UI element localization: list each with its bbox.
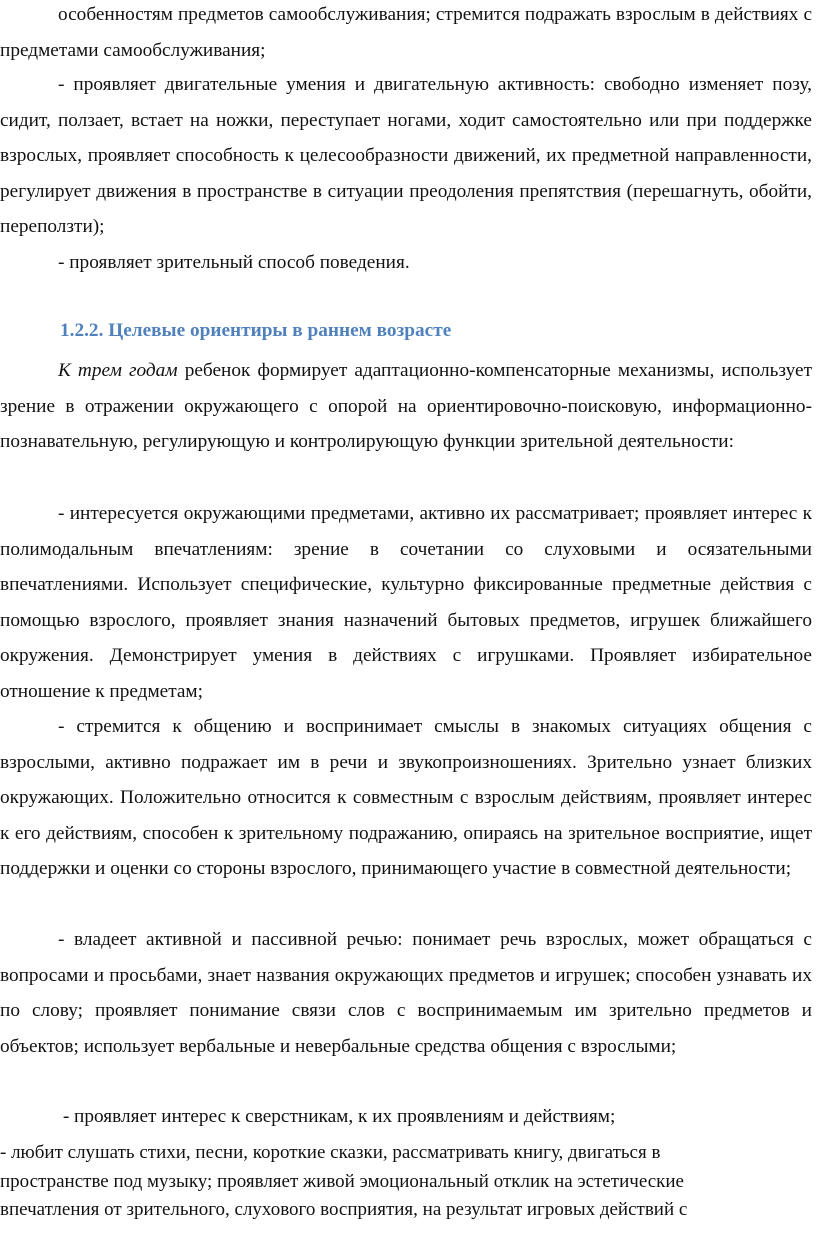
paragraph-motor-skills: - проявляет двигательные умения и двигательную активность: свободно изменяет позу, сидит, ползает, встает на ножки, переступает ногами, ходит самостоятельно или при поддержке взрослых, проявляет способность к целесообразности движений, их предметной направленности, регулирует движения в пространстве в ситуации преодоления препятствия (перешагнуть, обойти, переползти); [0,74,812,237]
section-heading: 1.2.2. Целевые ориентиры в раннем возрасте [60,320,452,341]
paragraph-music-line-2: пространстве под музыку; проявляет живой эмоциональный отклик на эстетические [0,1171,684,1192]
paragraph-peers: - проявляет интерес к сверстникам, к их проявлениям и действиям; [58,1106,616,1127]
paragraph-self-care: особенностям предметов самообслуживания; стремится подражать взрослым в действиях с предметами самообслуживания; [0,4,812,61]
paragraph-three-years: К трем годам ребенок формирует адаптационно-компенсаторные механизмы, использует зрение в отражении окружающего с опорой на ориентировочно-поисковую, информационно-познавательную, регулирующую и контролирующую функции зрительной деятельности: [0,360,812,452]
paragraph-music-line-1: - любит слушать стихи, песни, короткие сказки, рассматривать книгу, двигаться в [0,1142,661,1163]
paragraph-communication: - стремится к общению и воспринимает смыслы в знакомых ситуациях общения с взрослыми, активно подражает им в речи и звукопроизношениях. Зрительно узнает близких окружающих. Положительно относится к совместным с взрослым действиям, проявляет интерес к его действиям, способен к зрительному подражанию, опираясь на зрительное восприятие, ищет поддержки и оценки со стороны взрослого, принимающего участие в совместной деятельности; [0,716,812,879]
italic-lead: К трем годам [58,360,178,381]
paragraph-visual-behavior: - проявляет зрительный способ поведения. [58,252,410,273]
paragraph-speech: - владеет активной и пассивной речью: понимает речь взрослых, может обращаться с вопросами и просьбами, знает названия окружающих предметов и игрушек; способен узнавать их по слову; проявляет понимание связи слов с воспринимаемым им зрительно предметов и объектов; использует вербальные и невербальные средства общения с взрослыми; [0,929,812,1057]
paragraph-interest-objects: - интересуется окружающими предметами, активно их рассматривает; проявляет интерес к полимодальным впечатлениям: зрение в сочетании со слуховыми и осязательными впечатлениями. Использует специфические, культурно фиксированные предметные действия с помощью взрослого, проявляет знания назначений бытовых предметов, игрушек ближайшего окружения. Демонстрирует умения в действиях с игрушками. Проявляет избирательное отношение к предметам; [0,503,812,702]
paragraph-music-line-3: впечатления от зрительного, слухового восприятия, на результат игровых действий с [0,1199,688,1220]
